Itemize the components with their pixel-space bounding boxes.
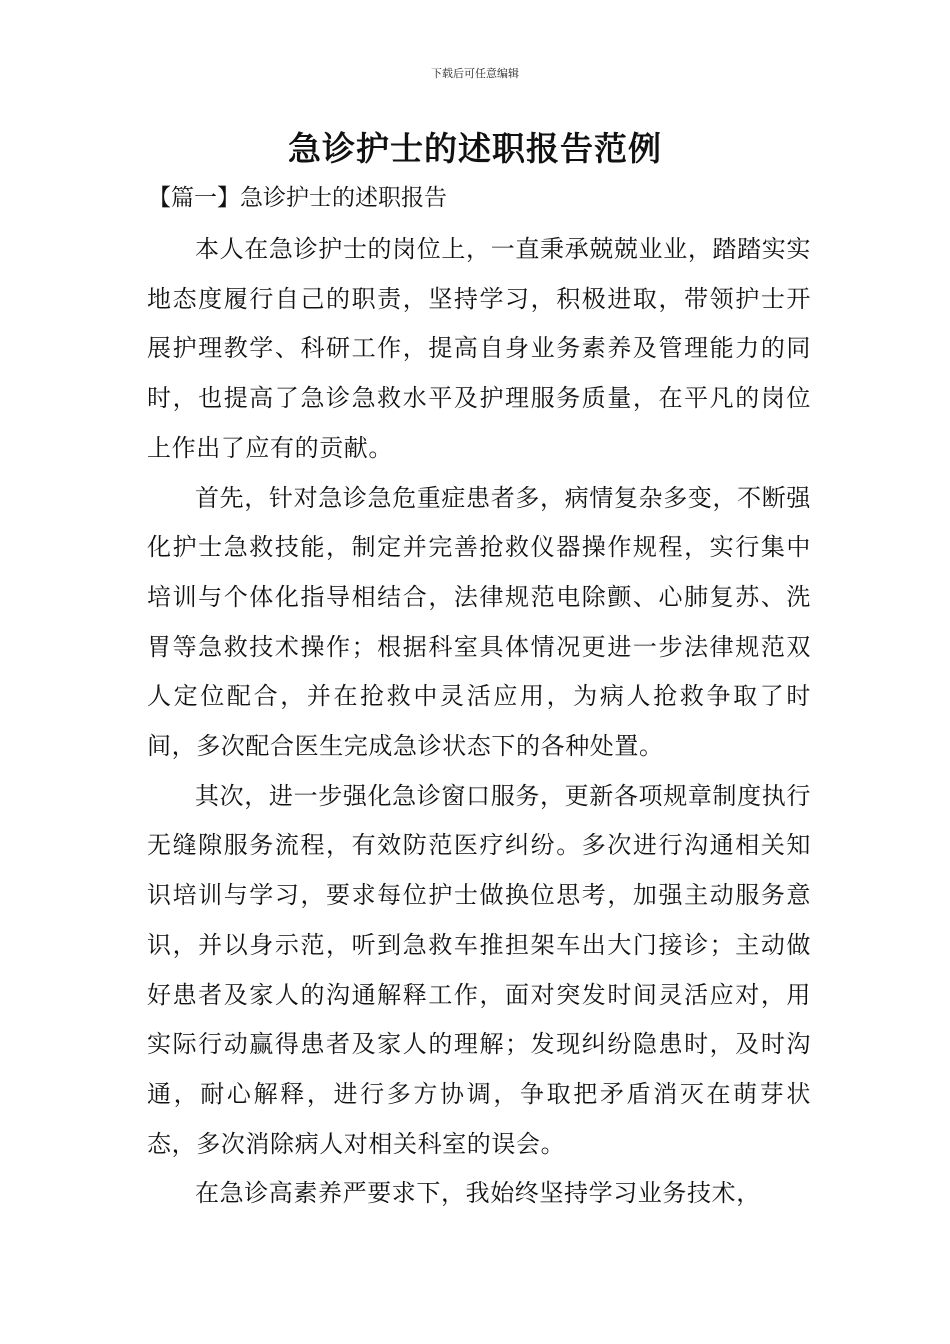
paragraph-4: 在急诊高素养严要求下，我始终坚持学习业务技术， [195,1179,761,1208]
section-heading: 【篇一】急诊护士的述职报告 [148,185,447,211]
paragraph-3: 其次，进一步强化急诊窗口服务，更新各项规章制度执行无缝隙服务流程，有效防范医疗纠纷。多次进行沟通相关知识培训与学习，要求每位护士做换位思考，加强主动服务意识，并以身示范，听到急救车推担架车出大门接诊；主动做好患者及家人的沟通解释工作，面对突发时间灵活应对，用实际行动赢得患者及家人的理解；发现纠纷隐患时，及时沟通，耐心解释，进行多方协调，争取把矛盾消灭在萌芽状态，多次消除病人对相关科室的误会。 [147,781,811,1158]
document-body [147,225,811,1219]
paragraph-1: 本人在急诊护士的岗位上，一直秉承兢兢业业，踏踏实实地态度履行自己的职责，坚持学习，积极进取，带领护士开展护理教学、科研工作，提高自身业务素养及管理能力的同时，也提高了急诊急救水平及护理服务质量，在平凡的岗位上作出了应有的贡献。 [147,235,811,462]
paragraph-2: 首先，针对急诊急危重症患者多，病情复杂多变，不断强化护士急救技能，制定并完善抢救仪器操作规程，实行集中培训与个体化指导相结合，法律规范电除颤、心肺复苏、洗胃等急救技术操作；根据科室具体情况更进一步法律规范双人定位配合，并在抢救中灵活应用，为病人抢救争取了时间，多次配合医生完成急诊状态下的各种处置。 [147,483,811,761]
header-note: 下载后可任意编辑 [431,67,519,80]
document-title: 急诊护士的述职报告范例 [288,129,662,168]
